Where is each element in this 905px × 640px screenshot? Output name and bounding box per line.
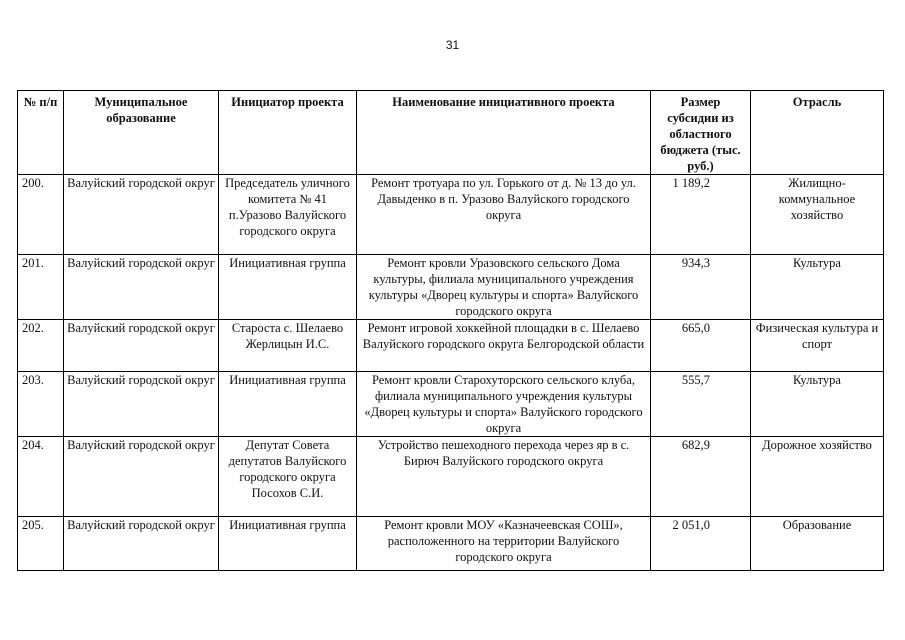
cell-number: 202. <box>18 320 64 372</box>
cell-initiator: Депутат Совета депутатов Валуйского городского округа Посохов С.И. <box>219 437 357 517</box>
table-row <box>18 372 884 437</box>
table-header-row <box>18 91 884 175</box>
cell-project: Ремонт игровой хоккейной площадки в с. Шелаево Валуйского городского округа Белгородской области <box>357 320 651 372</box>
cell-municipality: Валуйский городской округ <box>64 175 219 255</box>
cell-initiator: Староста с. Шелаево Жерлицын И.С. <box>219 320 357 372</box>
cell-number: 205. <box>18 517 64 571</box>
cell-sector: Дорожное хозяйство <box>751 437 884 517</box>
cell-project: Ремонт кровли МОУ «Казначеевская СОШ», расположенного на территории Валуйского городского округа <box>357 517 651 571</box>
cell-municipality: Валуйский городской округ <box>64 372 219 437</box>
cell-amount: 2 051,0 <box>651 517 751 571</box>
cell-project: Устройство пешеходного перехода через яр в с. Бирюч Валуйского городского округа <box>357 437 651 517</box>
cell-municipality: Валуйский городской округ <box>64 517 219 571</box>
cell-municipality: Валуйский городской округ <box>64 437 219 517</box>
cell-number: 201. <box>18 255 64 320</box>
cell-project: Ремонт кровли Уразовского сельского Дома культуры, филиала муниципального учреждения культуры «Дворец культуры и спорта» Валуйского городского округа <box>357 255 651 320</box>
header-initiator: Инициатор проекта <box>219 91 357 175</box>
cell-initiator: Инициативная группа <box>219 255 357 320</box>
header-sector: Отрасль <box>751 91 884 175</box>
cell-project: Ремонт кровли Старохуторского сельского клуба, филиала муниципального учреждения культуры «Дворец культуры и спорта» Валуйского городского округа <box>357 372 651 437</box>
table-row <box>18 437 884 517</box>
table-row <box>18 255 884 320</box>
cell-initiator: Председатель уличного комитета № 41 п.Уразово Валуйского городского округа <box>219 175 357 255</box>
cell-municipality: Валуйский городской округ <box>64 255 219 320</box>
table-row <box>18 175 884 255</box>
page-number: 31 <box>445 38 460 52</box>
table-row <box>18 320 884 372</box>
cell-amount: 555,7 <box>651 372 751 437</box>
header-amount: Размер субсидии из областного бюджета (тыс. руб.) <box>651 91 751 175</box>
cell-municipality: Валуйский городской округ <box>64 320 219 372</box>
cell-amount: 665,0 <box>651 320 751 372</box>
cell-amount: 934,3 <box>651 255 751 320</box>
cell-number: 200. <box>18 175 64 255</box>
header-number: № п/п <box>18 91 64 175</box>
cell-sector: Культура <box>751 372 884 437</box>
subsidy-table <box>17 90 884 571</box>
cell-initiator: Инициативная группа <box>219 517 357 571</box>
cell-sector: Культура <box>751 255 884 320</box>
table-row <box>18 517 884 571</box>
header-project: Наименование инициативного проекта <box>357 91 651 175</box>
cell-sector: Образование <box>751 517 884 571</box>
cell-amount: 1 189,2 <box>651 175 751 255</box>
cell-initiator: Инициативная группа <box>219 372 357 437</box>
cell-number: 203. <box>18 372 64 437</box>
cell-sector: Жилищно-коммунальное хозяйство <box>751 175 884 255</box>
cell-number: 204. <box>18 437 64 517</box>
cell-amount: 682,9 <box>651 437 751 517</box>
cell-sector: Физическая культура и спорт <box>751 320 884 372</box>
cell-project: Ремонт тротуара по ул. Горького от д. № 13 до ул. Давыденко в п. Уразово Валуйского городского округа <box>357 175 651 255</box>
header-municipality: Муниципальное образование <box>64 91 219 175</box>
